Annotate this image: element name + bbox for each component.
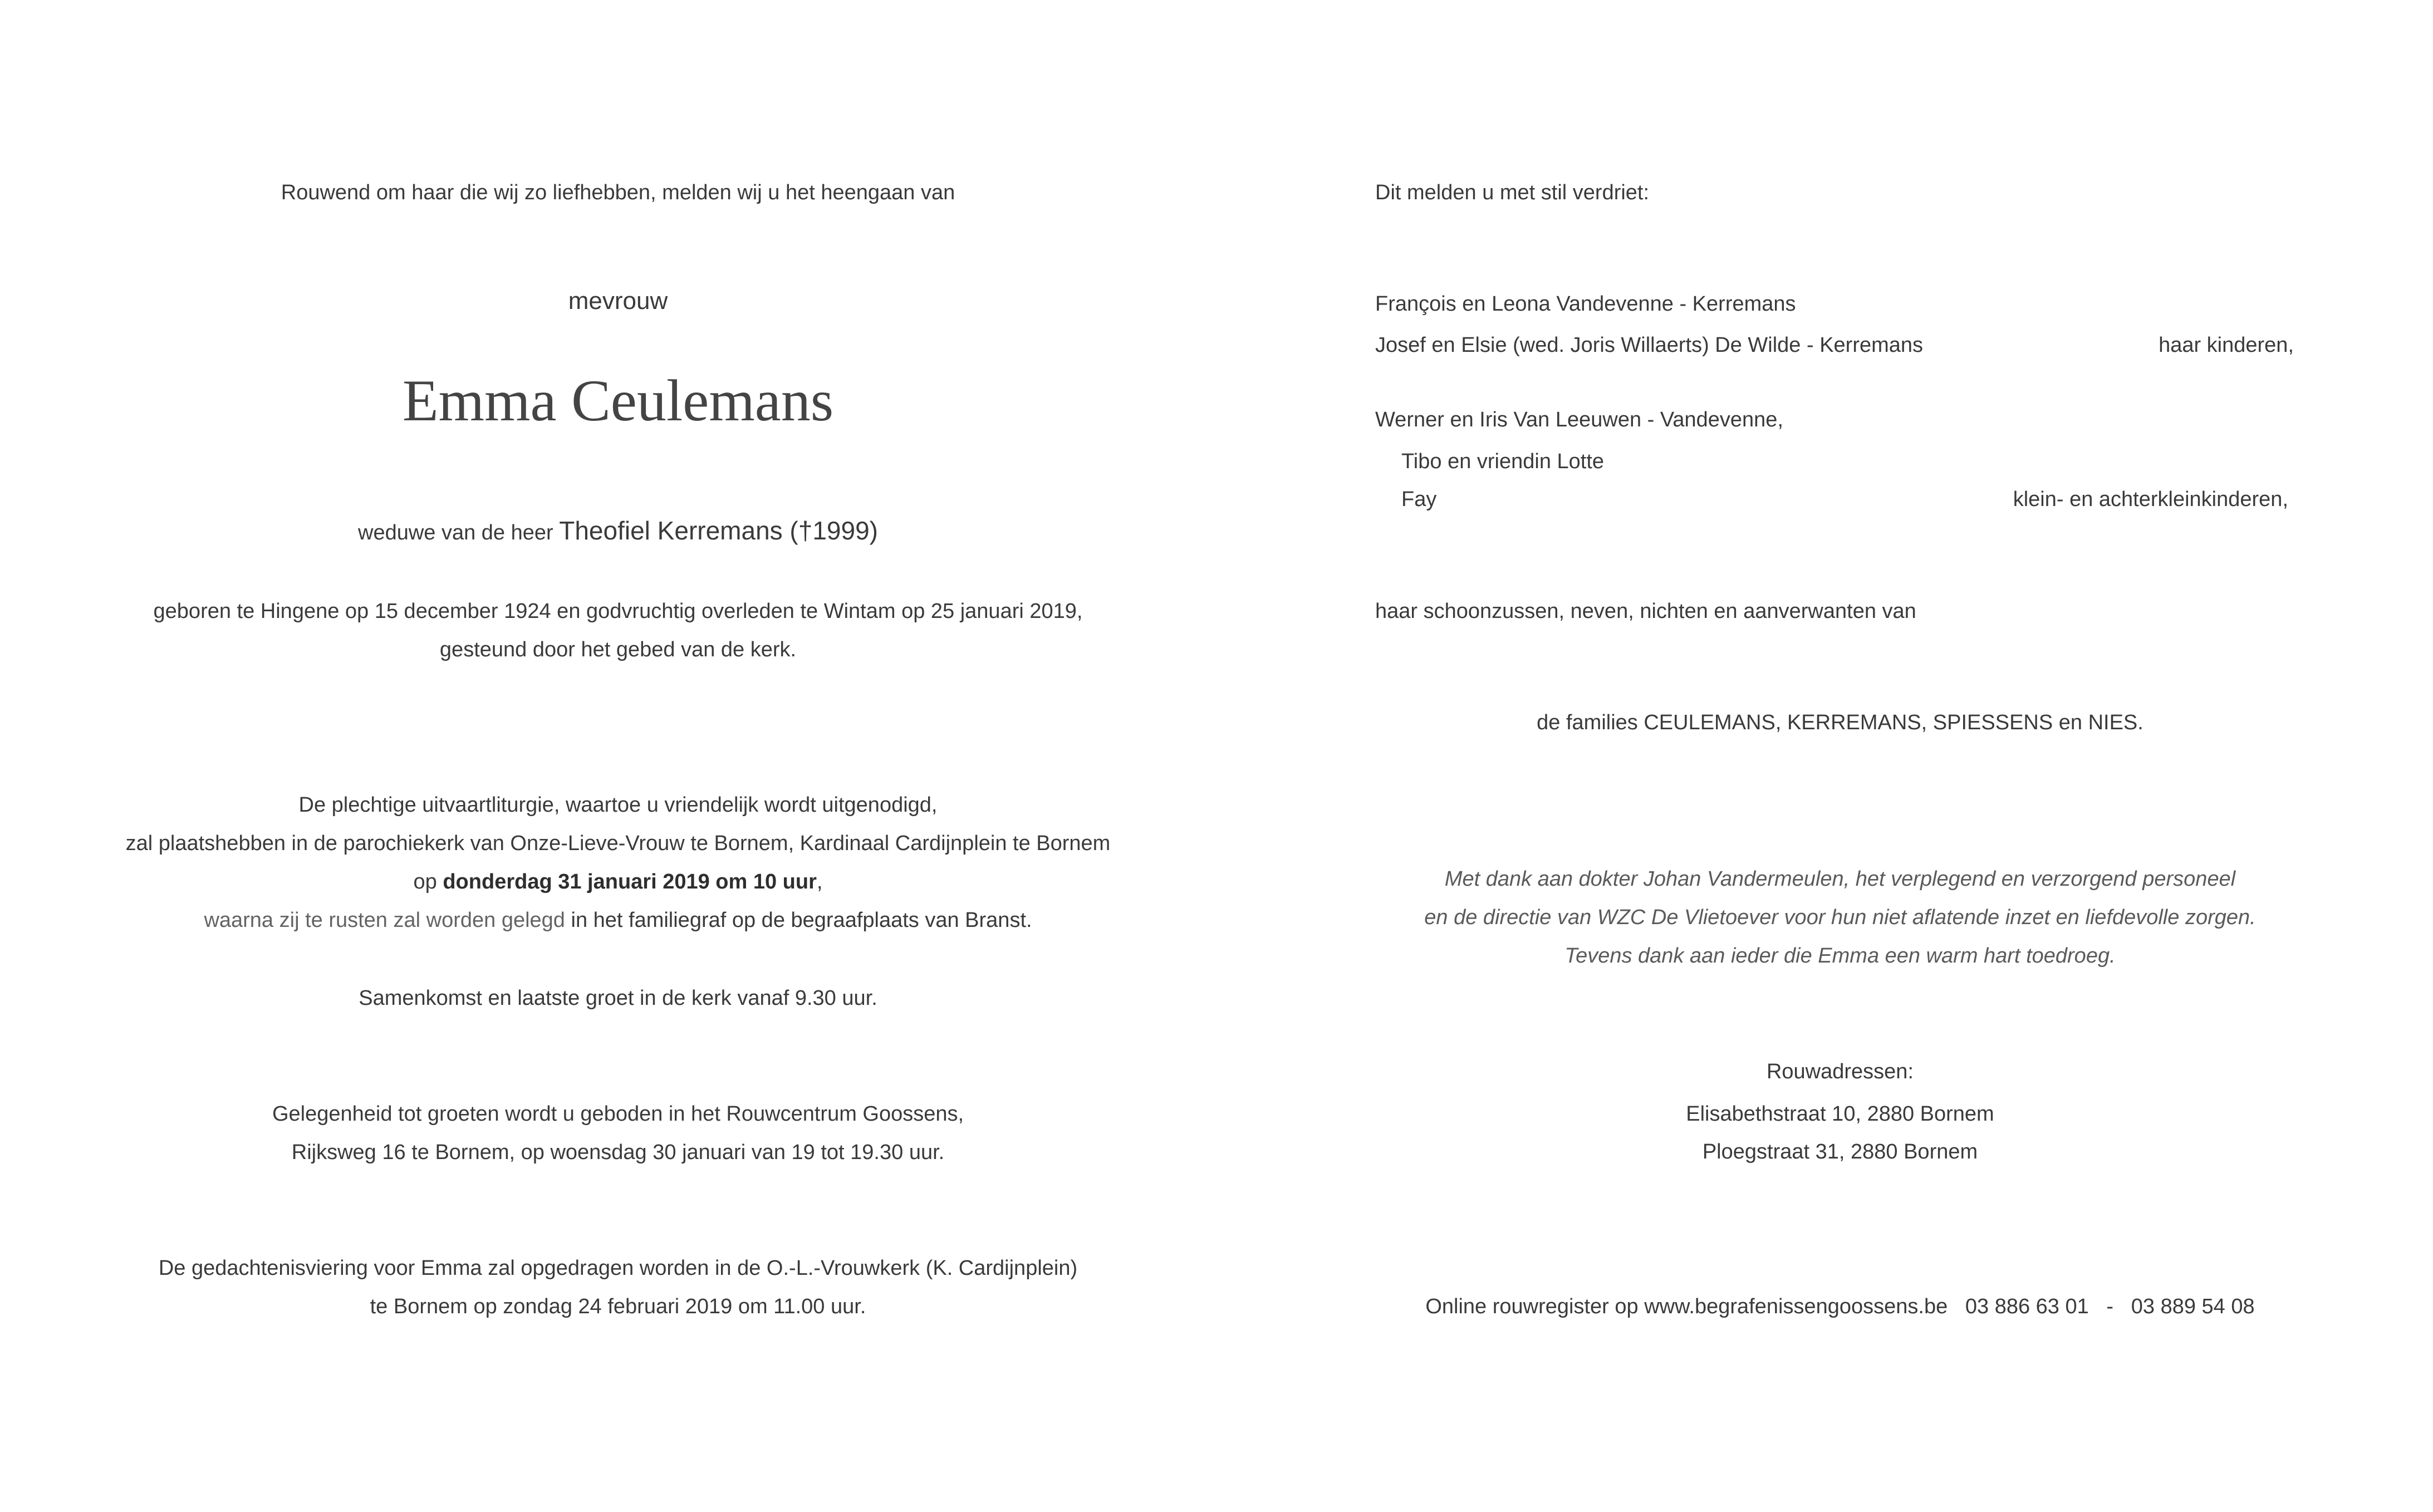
intro-text: Rouwend om haar die wij zo liefhebben, melden wij u het heengaan van: [281, 181, 955, 204]
funeral-line-2: zal plaatshebben in de parochiekerk van Onze-Lieve-Vrouw te Bornem, Kardinaal Cardijnplein te Bornem: [125, 832, 1111, 855]
visit-line-1: Gelegenheid tot groeten wordt u geboden in het Rouwcentrum Goossens,: [272, 1102, 964, 1126]
grandchildren-line-1: Werner en Iris Van Leeuwen - Vandevenne,: [1375, 408, 1784, 431]
honorific: mevrouw: [568, 287, 668, 315]
widow-name: Theofiel Kerremans (†1999): [559, 516, 878, 545]
widow-line: [111, 518, 1125, 546]
children-label: haar kinderen,: [2159, 333, 2294, 357]
address-2: Ploegstraat 31, 2880 Bornem: [1702, 1140, 1978, 1164]
thanks-line-2: en de directie van WZC De Vlietoever voor hun niet aflatende inzet en liefdevolle zorgen.: [1424, 906, 2256, 929]
families-text: de families CEULEMANS, KERREMANS, SPIESSENS en NIES.: [1537, 711, 2143, 734]
widow-prefix: weduwe van de heer: [358, 521, 560, 544]
thanks-line-3: Tevens dank aan ieder die Emma een warm hart toedroeg.: [1564, 944, 2116, 968]
visit-line-2: Rijksweg 16 te Bornem, op woensdag 30 januari van 19 tot 19.30 uur.: [291, 1141, 945, 1164]
grandchildren-label: klein- en achterkleinkinderen,: [2013, 488, 2288, 511]
memorial-line-2: te Bornem op zondag 24 februari 2019 om 11.00 uur.: [370, 1295, 866, 1318]
gathering-text: Samenkomst en laatste groet in de kerk vanaf 9.30 uur.: [359, 986, 877, 1010]
burial-part-1: waarna zij te rusten zal worden gelegd: [204, 909, 565, 932]
grandchildren-line-3: Fay: [1401, 488, 1437, 511]
online-register: Online rouwregister op www.begrafenissengoossens.be 03 886 63 01 - 03 889 54 08: [1425, 1295, 2255, 1318]
children-line-2: Josef en Elsie (wed. Joris Willaerts) De Wilde - Kerremans: [1375, 333, 1924, 357]
birth-line-2: gesteund door het gebed van de kerk.: [439, 638, 797, 661]
funeral-date-suffix: ,: [816, 870, 823, 894]
address-1: Elisabethstraat 10, 2880 Bornem: [1686, 1102, 1994, 1126]
funeral-date-prefix: op: [413, 870, 443, 894]
burial-line: [111, 907, 1125, 933]
deceased-name: Emma Ceulemans: [402, 368, 834, 433]
birth-line-1: geboren te Hingene op 15 december 1924 en godvruchtig overleden te Wintam op 25 januari 2019,: [153, 600, 1083, 623]
children-line-1: François en Leona Vandevenne - Kerremans: [1375, 292, 1796, 316]
addresses-title: Rouwadressen:: [1766, 1060, 1914, 1083]
thanks-line-1: Met dank aan dokter Johan Vandermeulen, het verplegend en verzorgend personeel: [1444, 867, 2236, 891]
burial-part-2: in het familiegraf op de begraafplaats van Branst.: [565, 909, 1032, 932]
grandchildren-line-2: Tibo en vriendin Lotte: [1401, 450, 1605, 473]
in-laws-text: haar schoonzussen, neven, nichten en aanverwanten van: [1375, 600, 1916, 623]
funeral-date: donderdag 31 januari 2019 om 10 uur: [443, 870, 817, 894]
right-intro: Dit melden u met stil verdriet:: [1375, 181, 1650, 204]
memorial-line-1: De gedachtenisviering voor Emma zal opgedragen worden in de O.-L.-Vrouwkerk (K. Cardijnplein): [158, 1256, 1078, 1280]
funeral-date-line: [111, 869, 1125, 895]
funeral-line-1: De plechtige uitvaartliturgie, waartoe u vriendelijk wordt uitgenodigd,: [298, 793, 938, 817]
